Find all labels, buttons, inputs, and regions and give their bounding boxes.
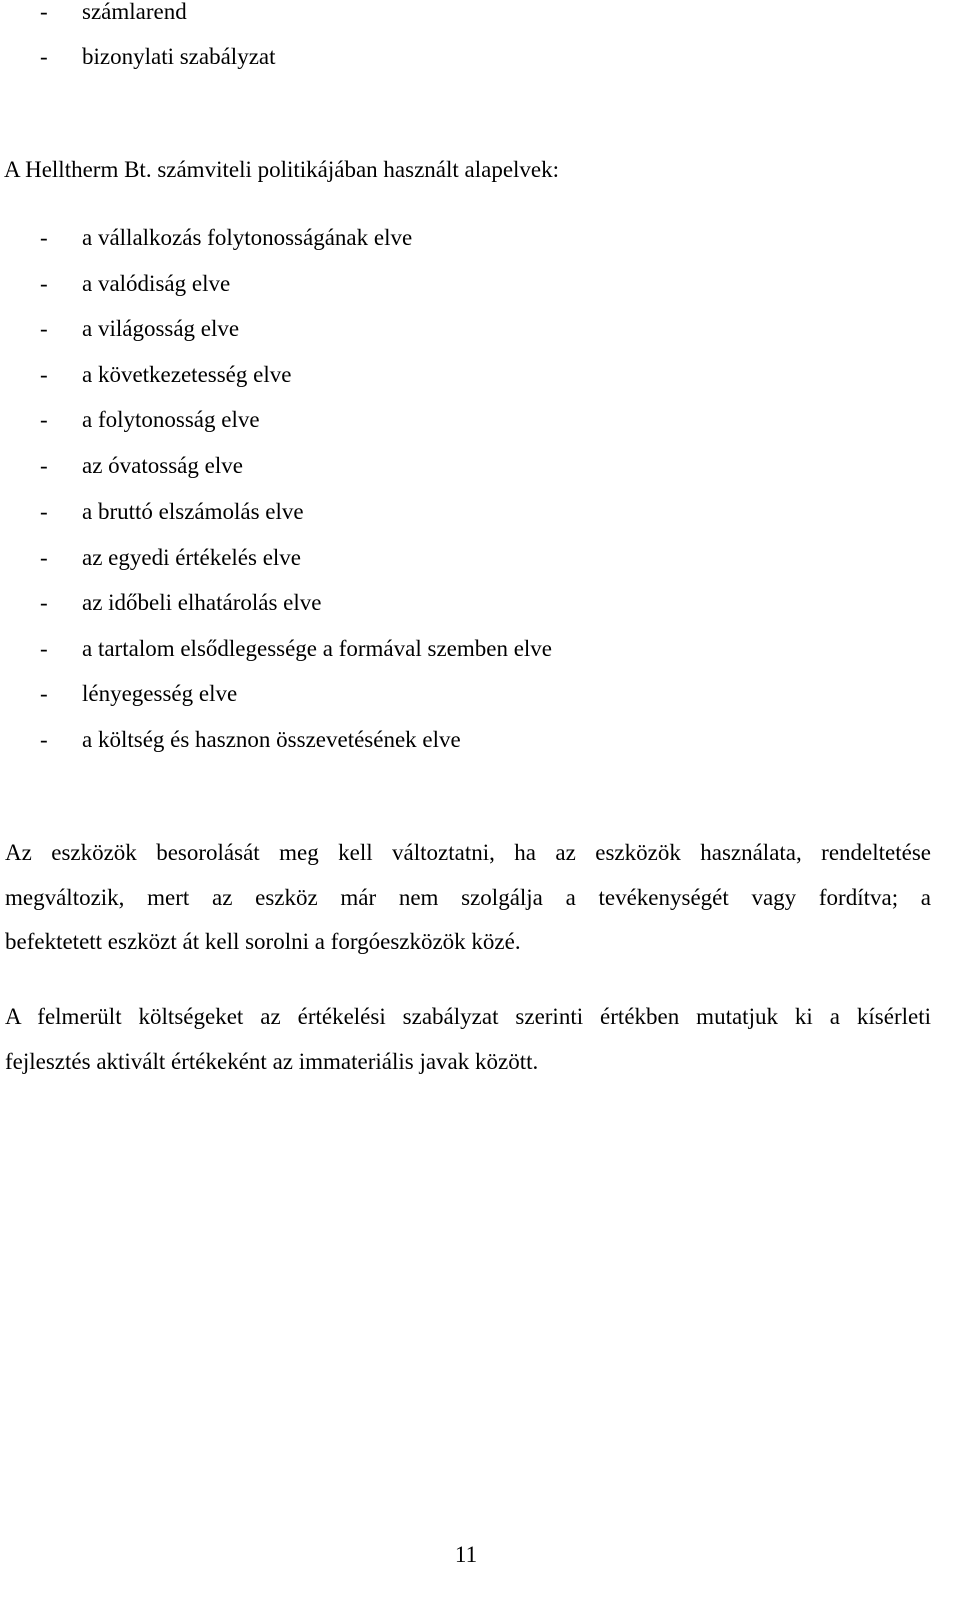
list-item-text: a folytonosság elve [82,407,260,432]
list-dash: - [40,316,48,341]
list-dash: - [40,453,48,478]
list-dash: - [40,362,48,387]
list-dash: - [40,225,48,250]
list-item-text: lényegesség elve [82,681,238,706]
paragraph-line: megváltozik, mert az eszköz már nem szolgálja a tevékenységét vagy fordítva; a [5,885,931,910]
list-item-text: számlarend [82,0,187,24]
list-item-text: az egyedi értékelés elve [82,545,302,570]
list-dash: - [40,271,48,296]
list-item-text: a tartalom elsődlegessége a formával szemben elve [82,636,553,661]
page-number: 11 [454,1542,478,1567]
list-item-text: a valódiság elve [82,271,231,296]
paragraph-line: befektetett eszközt át kell sorolni a forgóeszközök közé. [5,929,521,954]
intro-text: A Helltherm Bt. számviteli politikájában használt alapelvek: [4,157,560,182]
list-item-text: a költség és hasznon összevetésének elve [82,727,461,752]
list-dash: - [40,545,48,570]
list-item-text: az óvatosság elve [82,453,243,478]
list-item-text: a bruttó elszámolás elve [82,499,304,524]
list-item-text: a vállalkozás folytonosságának elve [82,225,413,250]
list-dash: - [40,636,48,661]
list-item-text: a világosság elve [82,316,240,341]
list-item-text: bizonylati szabályzat [82,44,276,69]
paragraph-line: Az eszközök besorolását meg kell változtatni, ha az eszközök használata, rendeltetése [5,840,931,865]
list-dash: - [40,407,48,432]
paragraph-line: A felmerült költségeket az értékelési szabályzat szerinti értékben mutatjuk ki a kísérleti [5,1004,931,1029]
list-dash: - [40,590,48,615]
list-dash: - [40,681,48,706]
list-item-text: a következetesség elve [82,362,292,387]
list-dash: - [40,44,48,69]
list-dash: - [40,0,48,24]
list-dash: - [40,727,48,752]
paragraph-line: fejlesztés aktivált értékeként az immateriális javak között. [5,1049,539,1074]
list-dash: - [40,499,48,524]
list-item-text: az időbeli elhatárolás elve [82,590,322,615]
